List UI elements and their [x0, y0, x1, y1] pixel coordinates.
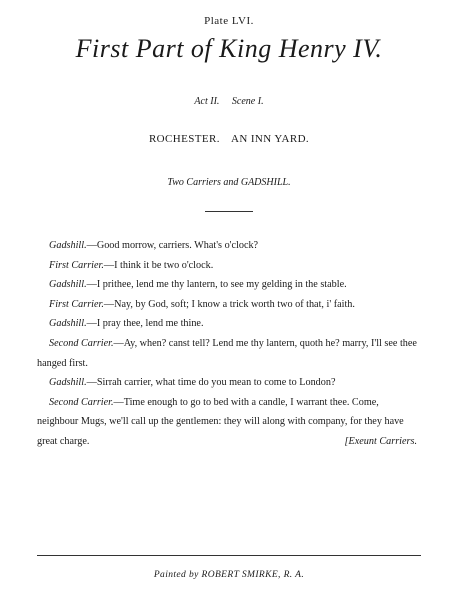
act-label: Act II. [194, 96, 220, 107]
dialogue-line [37, 236, 417, 256]
plate-number: Plate LVI. [204, 15, 254, 27]
speech: —I pray thee, lend me thine. [86, 318, 204, 330]
dialogue-line [37, 295, 417, 315]
speech: —Sirrah carrier, what time do you mean to come to London? [86, 377, 336, 389]
dialogue-line [37, 373, 417, 393]
speech: —Ay, when? canst tell? Lend me thy lantern, quoth he? marry, I'll see thee hanged first. [37, 337, 417, 369]
scene-label: Scene I. [231, 96, 264, 107]
speaker: Gadshill. [49, 377, 87, 389]
act-scene [0, 96, 458, 107]
painter-credit: Painted by ROBERT SMIRKE, R. A. [153, 570, 305, 580]
play-title: First Part of King Henry IV. [75, 34, 383, 63]
speaker: Gadshill. [49, 240, 87, 251]
section-divider [205, 211, 253, 212]
dialogue-line [37, 334, 417, 373]
speaker: Second Carrier. [49, 396, 114, 408]
dialogue-line [37, 275, 417, 295]
speaker: First Carrier. [49, 259, 104, 271]
speaker: Gadshill. [49, 279, 87, 291]
speaker: Second Carrier. [49, 337, 114, 349]
dialogue-line [37, 393, 417, 452]
dialogue [37, 236, 417, 452]
footer-rule [37, 555, 421, 556]
speaker: First Carrier. [49, 298, 104, 310]
speaker: Gadshill. [49, 318, 87, 330]
speech: —I think it be two o'clock. [103, 259, 214, 271]
dialogue-line [37, 256, 417, 276]
scene-location [0, 133, 458, 145]
location-place: ROCHESTER. [148, 133, 220, 145]
location-setting: AN INN YARD. [231, 133, 310, 145]
stage-direction: [Exeunt Carriers. [344, 435, 417, 447]
speech: —Time enough to go to bed with a candle, I warrant thee. Come, neighbour Mugs, we'll call up the gentlemen: they will along with company, for they have great charge. [37, 396, 404, 447]
dramatis-personae: Two Carriers and GADSHILL. [167, 177, 291, 188]
speech: —Nay, by God, soft; I know a trick worth two of that, i' faith. [103, 298, 355, 310]
speech: —Good morrow, carriers. What's o'clock? [86, 240, 259, 251]
dialogue-line [37, 314, 417, 334]
speech: —I prithee, lend me thy lantern, to see my gelding in the stable. [86, 279, 347, 291]
